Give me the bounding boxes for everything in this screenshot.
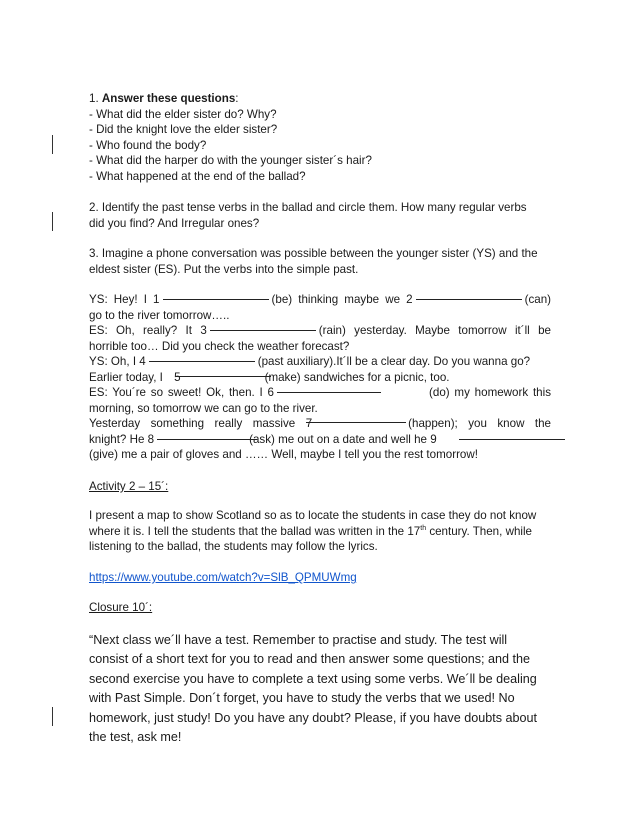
dialogue-line: morning, so tomorrow we can go to the river.	[89, 401, 318, 415]
question-3: 3. Imagine a phone conversation was possible between the younger sister (YS) and the eldest sister (ES). Put the verbs into the simple past.	[89, 247, 538, 276]
dialogue-line: (give) me a pair of gloves and …… Well, maybe I tell you the rest tomorrow!	[89, 448, 478, 461]
question-1-title: Answer these questions	[101, 92, 236, 105]
dialogue-line: YS: Hey! I 1 (be) thinking maybe we 2 (can)	[89, 293, 552, 306]
question-1	[89, 91, 551, 184]
question-2: 2. Identify the past tense verbs in the ballad and circle them. How many regular verbs did you find? And Irregular ones?	[89, 201, 527, 230]
question-item: - What did the elder sister do? Why?	[89, 107, 277, 121]
youtube-link-row	[89, 570, 551, 586]
answer-blank-6[interactable]	[277, 392, 381, 393]
answer-blank-2[interactable]	[416, 299, 522, 300]
answer-blank-4[interactable]	[149, 361, 255, 362]
answer-blank-1[interactable]	[163, 299, 269, 300]
answer-blank-3[interactable]	[210, 330, 316, 331]
dialogue-line: Yesterday something really massive 7 (happen); you know the	[89, 417, 552, 430]
activity-2-section	[89, 479, 551, 495]
question-item: - What did the harper do with the younger sister´s hair?	[89, 154, 372, 167]
answer-blank-7[interactable]: 7	[306, 416, 408, 432]
answer-blank-9[interactable]	[459, 439, 565, 440]
question-1-heading: 1. Answer these questions:	[89, 92, 239, 105]
closure-section	[89, 600, 551, 616]
question-item: - Did the knight love the elder sister?	[89, 123, 278, 136]
dialogue-exercise	[89, 292, 551, 463]
closure-paragraph: “Next class we´ll have a test. Remember to practise and study. The test will consist of a short text for you to read and then answer some questions; and the second exercise you have to complete a text using some verbs. We´ll be dealing with Past Simple. Don´t forget, you have to study the verbs that we used! No homework, just study! Do you have any doubt? Please, if you have doubts about the test, ask me!	[89, 633, 538, 745]
margin-change-bar	[52, 212, 53, 231]
dialogue-line: Earlier today, I 5 (make) sandwiches for a picnic, too.	[89, 370, 450, 384]
margin-change-bar	[52, 135, 53, 154]
youtube-link[interactable]: https://www.youtube.com/watch?v=SlB_QPMUWmg	[89, 571, 357, 584]
answer-blank-5[interactable]: 5	[174, 370, 272, 386]
dialogue-line: go to the river tomorrow…..	[89, 308, 230, 322]
activity-2-paragraph: I present a map to show Scotland so as to locate the students in case they do not know where it is. I tell the students that the ballad was written in the 17th century. Then, while listening to the ballad, the students may follow the lyrics.	[89, 509, 537, 553]
dialogue-line: ES: Oh, really? It 3 (rain) yesterday. Maybe tomorrow it´ll be	[89, 324, 551, 337]
dialogue-line: ES: You´re so sweet! Ok, then. I 6 (do) my homework this	[89, 386, 551, 399]
dialogue-line: YS: Oh, I 4 (past auxiliary).It´ll be a clear day. Do you wanna go?	[89, 355, 531, 368]
activity-2-heading: Activity 2 – 15´:	[89, 480, 169, 493]
dialogue-line: horrible too… Did you check the weather forecast?	[89, 339, 350, 353]
question-item: - What happened at the end of the ballad?	[89, 169, 306, 183]
closure-heading: Closure 10´:	[89, 601, 153, 614]
question-item: - Who found the body?	[89, 138, 207, 152]
answer-blank-8[interactable]	[157, 439, 257, 440]
dialogue-line: knight? He 8 (ask) me out on a date and well he 9	[89, 432, 551, 448]
margin-change-bar	[52, 707, 53, 726]
